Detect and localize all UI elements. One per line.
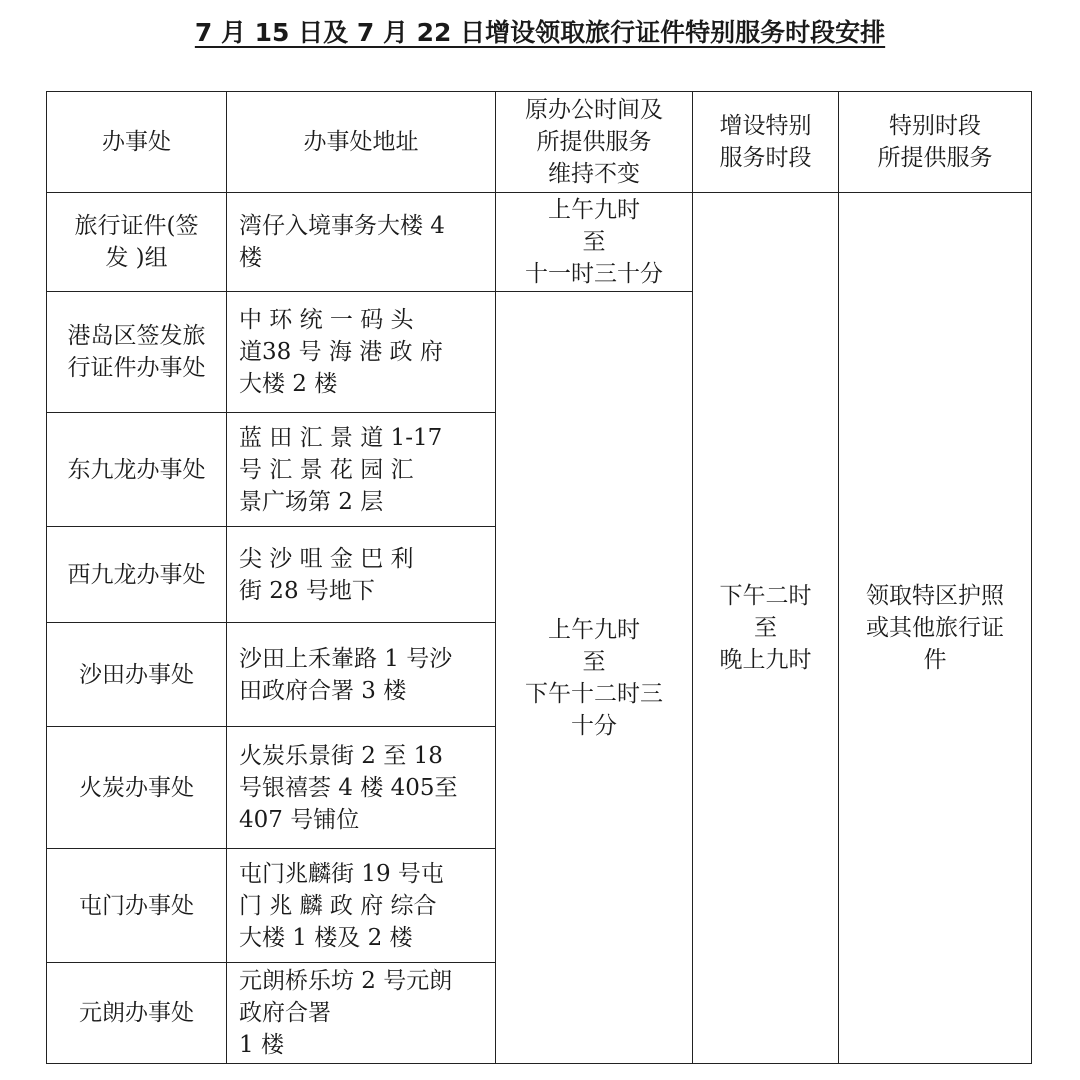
office-address: 蓝 田 汇 景 道 1-17 号 汇 景 花 园 汇 景广场第 2 层 <box>227 413 496 527</box>
original-hours-others: 上午九时 至 下午十二时三 十分 <box>496 292 693 1064</box>
page-title: 7 月 15 日及 7 月 22 日增设领取旅行证件特别服务时段安排 <box>194 18 886 47</box>
office-name: 港岛区签发旅 行证件办事处 <box>47 292 227 413</box>
office-name: 西九龙办事处 <box>47 527 227 623</box>
office-address: 元朗桥乐坊 2 号元朗 政府合署 1 楼 <box>227 963 496 1064</box>
header-special-period: 增设特别 服务时段 <box>693 92 839 193</box>
office-name: 沙田办事处 <box>47 623 227 727</box>
schedule-table <box>46 91 1032 1064</box>
office-address: 屯门兆麟街 19 号屯 门 兆 麟 政 府 综合 大楼 1 楼及 2 楼 <box>227 849 496 963</box>
office-name: 旅行证件(签 发 )组 <box>47 193 227 292</box>
header-row <box>47 92 1032 193</box>
special-period: 下午二时 至 晚上九时 <box>693 193 839 1064</box>
office-name: 东九龙办事处 <box>47 413 227 527</box>
office-address: 中 环 统 一 码 头 道38 号 海 港 政 府 大楼 2 楼 <box>227 292 496 413</box>
header-original-hours: 原办公时间及 所提供服务 维持不变 <box>496 92 693 193</box>
office-name: 元朗办事处 <box>47 963 227 1064</box>
table-row <box>47 193 1032 292</box>
special-service: 领取特区护照 或其他旅行证 件 <box>839 193 1032 1064</box>
office-address: 沙田上禾輋路 1 号沙 田政府合署 3 楼 <box>227 623 496 727</box>
office-address: 湾仔入境事务大楼 4 楼 <box>227 193 496 292</box>
office-address: 尖 沙 咀 金 巴 利 街 28 号地下 <box>227 527 496 623</box>
header-address: 办事处地址 <box>227 92 496 193</box>
office-address: 火炭乐景街 2 至 18 号银禧荟 4 楼 405至 407 号铺位 <box>227 727 496 849</box>
office-name: 屯门办事处 <box>47 849 227 963</box>
header-special-service: 特别时段 所提供服务 <box>839 92 1032 193</box>
header-office: 办事处 <box>47 92 227 193</box>
original-hours-first: 上午九时 至 十一时三十分 <box>496 193 693 292</box>
office-name: 火炭办事处 <box>47 727 227 849</box>
